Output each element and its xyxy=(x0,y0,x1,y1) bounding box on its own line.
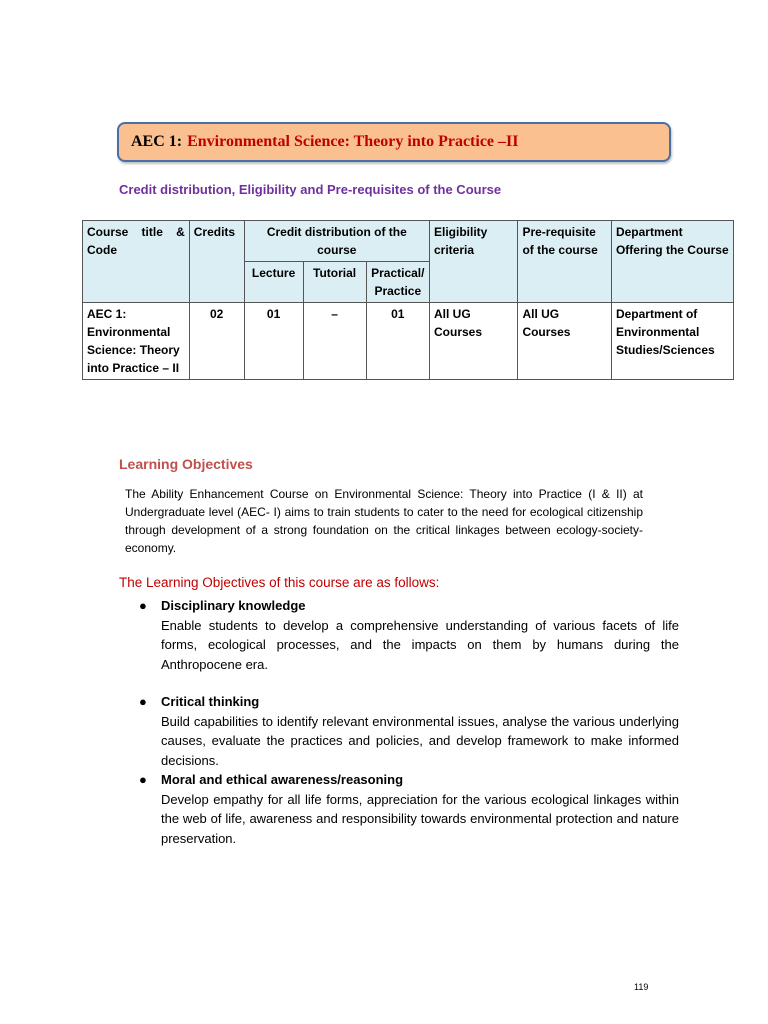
learning-objectives-paragraph: The Ability Enhancement Course on Environmental Science: Theory into Practice (I & II) at Undergraduate level (AEC- I) aims to train students to cater to the need for ecological citizenship through development of a strong foundation on the critical linkages between ecology-society-economy. xyxy=(125,487,643,555)
cell-department: Department of Environmental Studies/Sciences xyxy=(611,303,733,380)
course-title-box xyxy=(117,122,671,162)
learning-objectives-intro: The Learning Objectives of this course are as follows: xyxy=(119,575,440,590)
list-item xyxy=(139,770,679,848)
title-main: Environmental Science: Theory into Practice –II xyxy=(187,133,519,150)
objective-heading: Disciplinary knowledge xyxy=(161,598,306,613)
objective-heading: Moral and ethical awareness/reasoning xyxy=(161,772,404,787)
cell-prerequisite: All UG Courses xyxy=(518,303,612,380)
cell-course-title: AEC 1: Environmental Science: Theory into Practice – II xyxy=(83,303,190,380)
list-item xyxy=(139,596,679,674)
list-item xyxy=(139,692,679,770)
bullet-icon: ● xyxy=(139,694,147,709)
cell-credits: 02 xyxy=(189,303,244,380)
title-prefix: AEC 1: xyxy=(131,133,183,150)
objective-text: Develop empathy for all life forms, appreciation for the various ecological linkages within the web of life, awareness and responsibility towards environmental protection and nature preservation. xyxy=(161,791,679,846)
table-row xyxy=(83,303,734,380)
page-number: 119 xyxy=(634,982,649,992)
table-header-row xyxy=(83,221,734,262)
header-eligibility: Eligibility criteria xyxy=(430,221,518,303)
objective-heading: Critical thinking xyxy=(161,694,260,709)
cell-practical: 01 xyxy=(366,303,429,380)
cell-tutorial: – xyxy=(303,303,366,380)
header-practical: Practical/ Practice xyxy=(366,262,429,303)
learning-objectives-title: Learning Objectives xyxy=(119,456,253,472)
cell-lecture: 01 xyxy=(244,303,303,380)
section-subheading: Credit distribution, Eligibility and Pre-requisites of the Course xyxy=(119,182,502,197)
header-credits: Credits xyxy=(189,221,244,303)
header-credit-distribution: Credit distribution of the course xyxy=(244,221,429,262)
objective-text: Enable students to develop a comprehensive understanding of various facets of life forms, ecological processes, and the impacts on them by humans during the Anthropocene era. xyxy=(161,617,679,672)
header-course-title: Course title & Code xyxy=(83,221,190,303)
bullet-icon: ● xyxy=(139,772,147,787)
course-table xyxy=(82,220,734,380)
objective-text: Build capabilities to identify relevant environmental issues, analyse the various underlying causes, evaluate the practices and policies, and develop framework to make informed decisions. xyxy=(161,713,679,768)
bullet-icon: ● xyxy=(139,598,147,613)
header-prerequisite: Pre-requisite of the course xyxy=(518,221,612,303)
header-lecture: Lecture xyxy=(244,262,303,303)
header-department: Department Offering the Course xyxy=(611,221,733,303)
cell-eligibility: All UG Courses xyxy=(430,303,518,380)
header-tutorial: Tutorial xyxy=(303,262,366,303)
